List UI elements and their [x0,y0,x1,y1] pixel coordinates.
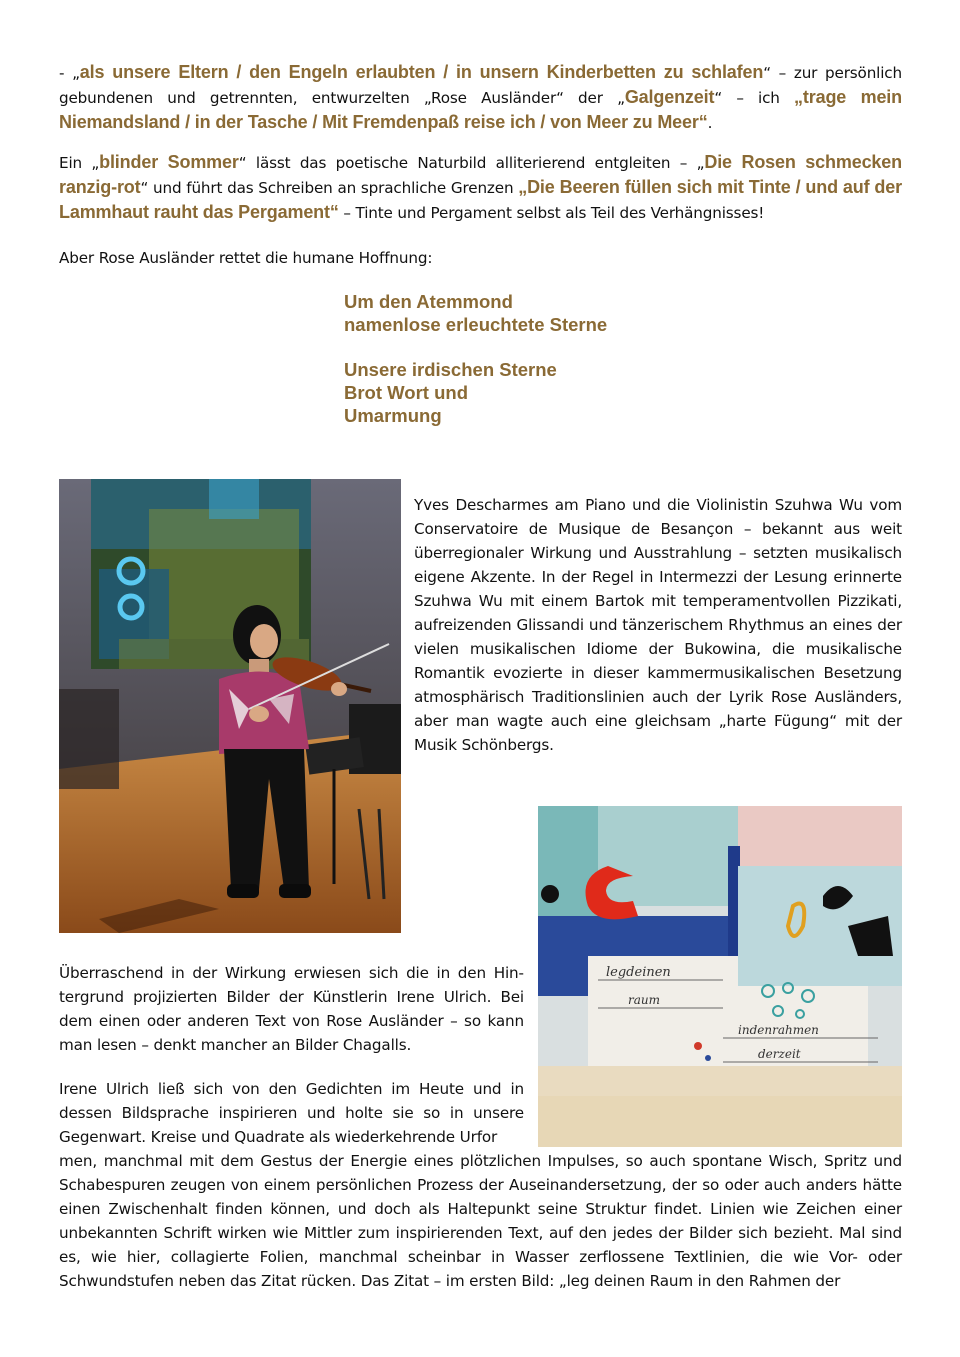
poem-line: Um den Atemmond [344,291,513,312]
text: – Tinte und Pergament selbst als Teil des Verhängnisses! [338,204,765,222]
quote-open: - „ [59,64,80,82]
artwork-script-line: derzeit [758,1047,801,1061]
artwork-photo [538,806,902,1147]
quote-beeren: Die Beeren füllen sich mit Tinte / und auf der Lammhaut rauht das Pergament [59,177,902,222]
paragraph-inspiration: Irene Ulrich ließ sich von den Gedichten im Heute und in dessen Bildsprache inspirieren und holte sie so in unsere Gegenwart. Kreise und Quadrate als wiederkehrende Urfor [59,1080,524,1146]
artwork-image [538,806,902,1147]
quote-mark: “ [329,202,339,222]
quote-mark: “ [698,112,708,132]
poem-line: namenlose erleuchtete Sterne [344,314,608,335]
text: “ – ich [714,89,795,107]
paragraph-irene-ulrich: Überraschend in der Wirkung erwiesen sich die in den Hintergrund projizierten Bilder der Künstlerin Irene Ulrich. Bei dem einen oder anderen Text von Rose Ausländer – so kann man lesen – denkt mancher an Bilder Chagalls. [59,964,524,1054]
violinist-photo [59,479,401,933]
artwork-script-line: indenrahmen [738,1023,819,1037]
poem-line: Umarmung [344,405,442,426]
quote-mark: „ [794,87,803,107]
paragraph-musicians: Yves Descharmes am Piano und die Violinistin Szuhwa Wu vom Conservatoire de Musique de Besançon – bekannt aus weit überregionaler Wirkung und Ausstrahlung – setzten musikalisch eigene Akzente. In der Regel in Intermezzi der Lesung erinnerte Szuhwa Wu mit einem Bartok mit temperamentvollen Pizzikati, aufreizenden Glissandi und tänzerischem Rhythmus an eines der vielen musikalischen Idiome der Bukowina, die musikalische Romantik evozierte in dieser kammermusikalischen Besetzung atmosphärisch Traditionslinien auch der Lyrik Rose Ausländers, aber man wagte auch eine gleichsam „harte Fügung“ mit der Musik Schönbergs. [414,496,902,754]
poem-stanza-1 [344,290,607,336]
quote-rosen: Die Rosen schmecken ranzig-rot [59,152,903,197]
paragraph-2 [59,150,902,225]
quote-eltern-engeln: als unsere Eltern / den Engeln erlaubten / in unsern Kinderbetten zu schlafen [79,62,764,82]
text: . [707,114,713,132]
quote-blinder-sommer: blinder Sommer [99,152,239,172]
quote-mark: „ [518,177,528,197]
text: “ und führt das Schreiben an sprachliche Grenzen [140,179,519,197]
quote-galgenzeit: Galgenzeit [624,87,715,107]
artwork-script-line: raum [628,993,660,1007]
paragraph-3: Aber Rose Ausländer rettet die humane Hoffnung: [59,249,433,267]
text: “ – zur persönlich gebundenen und getrennten, entwurzelten „Rose Ausländer“ der „ [59,64,902,107]
violinist-photo-image [59,479,401,933]
text: Ein „ [59,154,100,172]
poem-line: Brot Wort und [344,382,468,403]
poem-stanza-2 [344,358,607,427]
poem-line: Unsere irdischen Sterne [344,359,557,380]
text: “ lässt das poetische Naturbild alliterierend entgleiten – „ [238,154,705,172]
quote-niemandsland: trage mein Niemandsland / in der Tasche / Mit Fremdenpaß reise ich / von Meer zu Meer [59,87,902,132]
paragraph-1 [59,60,902,135]
paragraph-forms: men, manchmal mit dem Gestus der Energie eines plötzlichen Impulses, so auch spontane Wisch, Spritz und Schabespuren zeugen von einem persönlichen Prozess der Auseinandersetzung, der so oder auch anders hätte einen Zwischenhalt finden können, und doch als Haltepunkt seine Struktur findet. Linien wie Zeichen einer unbekannten Schrift wirken wie Mittler zum inspirierenden Text, auf den jedes der Bilder sich bezieht. Mal sind es, wie hier, collagierte Folien, manchmal scheinbar in Wasser zerflossene Textlinien, die wie Vor- oder Schwundstufen neben das Zitat rücken. Das Zitat – im ersten Bild: „leg deinen Raum in den Rahmen der [59,1152,902,1290]
poem [344,290,607,449]
artwork-script-line: legdeinen [606,965,671,980]
